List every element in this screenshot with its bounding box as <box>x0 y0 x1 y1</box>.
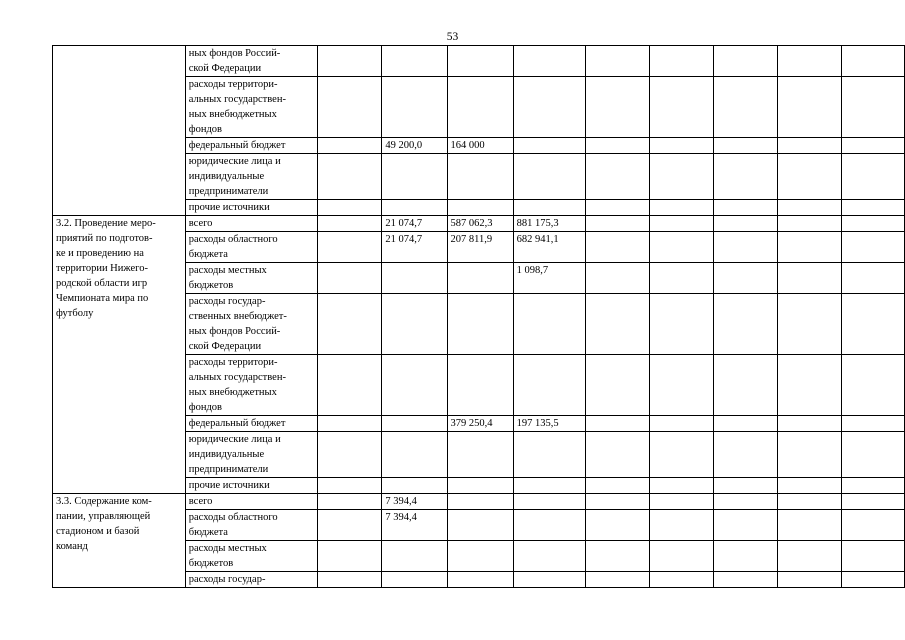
value-cell <box>513 46 586 77</box>
value-cell <box>447 432 513 478</box>
value-cell <box>841 46 904 77</box>
value-cell <box>513 200 586 216</box>
value-cell <box>318 263 382 294</box>
funding-source-cell: расходы государ- ственных внебюджет- ных фондов Россий- ской Федерации <box>185 294 317 355</box>
funding-source-cell: всего <box>185 494 317 510</box>
funding-source-cell: юридические лица и индивидуальные предприниматели <box>185 432 317 478</box>
value-cell <box>586 263 650 294</box>
value-cell <box>318 138 382 154</box>
funding-source-cell: расходы государ- <box>185 572 317 588</box>
value-cell <box>382 200 447 216</box>
value-cell <box>513 154 586 200</box>
event-cell: 3.2. Проведение меро- приятий по подготов- ке и проведению на территории Нижего- родской области игр Чемпионата мира по футболу <box>53 216 186 494</box>
funding-source-cell: расходы областного бюджета <box>185 232 317 263</box>
value-cell <box>778 494 841 510</box>
value-cell: 164 000 <box>447 138 513 154</box>
table-row <box>53 216 905 232</box>
value-cell <box>447 263 513 294</box>
value-cell <box>447 294 513 355</box>
value-cell <box>586 432 650 478</box>
funding-source-cell: расходы территори- альных государствен- ных внебюджетных фондов <box>185 77 317 138</box>
value-cell <box>382 154 447 200</box>
value-cell <box>713 541 777 572</box>
value-cell <box>778 572 841 588</box>
value-cell <box>318 216 382 232</box>
value-cell <box>318 46 382 77</box>
value-cell <box>513 77 586 138</box>
value-cell <box>841 216 904 232</box>
value-cell <box>382 46 447 77</box>
value-cell <box>382 416 447 432</box>
value-cell <box>778 200 841 216</box>
value-cell <box>841 355 904 416</box>
value-cell <box>650 138 713 154</box>
funding-source-cell: федеральный бюджет <box>185 138 317 154</box>
value-cell <box>650 154 713 200</box>
value-cell: 21 074,7 <box>382 232 447 263</box>
value-cell <box>318 478 382 494</box>
value-cell <box>513 510 586 541</box>
value-cell <box>713 416 777 432</box>
value-cell <box>778 510 841 541</box>
value-cell <box>318 416 382 432</box>
funding-source-cell: прочие источники <box>185 478 317 494</box>
value-cell <box>713 494 777 510</box>
value-cell <box>318 154 382 200</box>
value-cell <box>841 416 904 432</box>
value-cell <box>713 355 777 416</box>
value-cell <box>650 294 713 355</box>
value-cell <box>841 154 904 200</box>
value-cell <box>318 432 382 478</box>
event-cell: 3.3. Содержание ком- пании, управляющей стадионом и базой команд <box>53 494 186 588</box>
value-cell <box>382 432 447 478</box>
value-cell <box>778 154 841 200</box>
value-cell <box>713 77 777 138</box>
value-cell <box>778 416 841 432</box>
value-cell <box>513 494 586 510</box>
value-cell <box>841 232 904 263</box>
value-cell: 7 394,4 <box>382 510 447 541</box>
value-cell <box>586 77 650 138</box>
value-cell <box>778 294 841 355</box>
value-cell <box>447 510 513 541</box>
table-row <box>53 494 905 510</box>
funding-source-cell: федеральный бюджет <box>185 416 317 432</box>
value-cell <box>586 138 650 154</box>
value-cell <box>318 232 382 263</box>
value-cell <box>713 294 777 355</box>
value-cell <box>382 478 447 494</box>
value-cell <box>650 494 713 510</box>
funding-source-cell: расходы областного бюджета <box>185 510 317 541</box>
value-cell <box>650 510 713 541</box>
funding-table <box>52 45 905 588</box>
value-cell <box>382 355 447 416</box>
value-cell <box>318 572 382 588</box>
value-cell <box>713 510 777 541</box>
value-cell <box>713 572 777 588</box>
value-cell <box>447 572 513 588</box>
value-cell <box>713 232 777 263</box>
value-cell <box>382 294 447 355</box>
funding-source-cell: прочие источники <box>185 200 317 216</box>
value-cell <box>778 138 841 154</box>
value-cell <box>713 432 777 478</box>
value-cell <box>713 200 777 216</box>
funding-source-cell: ных фондов Россий- ской Федерации <box>185 46 317 77</box>
value-cell <box>447 46 513 77</box>
value-cell <box>713 263 777 294</box>
value-cell: 682 941,1 <box>513 232 586 263</box>
value-cell: 197 135,5 <box>513 416 586 432</box>
value-cell <box>778 46 841 77</box>
value-cell <box>586 46 650 77</box>
value-cell <box>778 432 841 478</box>
value-cell <box>447 154 513 200</box>
funding-source-cell: всего <box>185 216 317 232</box>
value-cell <box>513 355 586 416</box>
value-cell <box>513 432 586 478</box>
value-cell <box>713 138 777 154</box>
value-cell <box>841 432 904 478</box>
value-cell <box>586 154 650 200</box>
value-cell <box>841 138 904 154</box>
value-cell <box>447 541 513 572</box>
table-row <box>53 46 905 77</box>
value-cell <box>318 77 382 138</box>
value-cell <box>318 355 382 416</box>
value-cell: 587 062,3 <box>447 216 513 232</box>
value-cell <box>318 541 382 572</box>
value-cell <box>513 138 586 154</box>
table-body <box>53 46 905 588</box>
value-cell <box>650 77 713 138</box>
value-cell <box>447 494 513 510</box>
value-cell <box>318 510 382 541</box>
value-cell <box>713 46 777 77</box>
value-cell <box>841 494 904 510</box>
value-cell <box>650 416 713 432</box>
value-cell: 1 098,7 <box>513 263 586 294</box>
value-cell <box>778 263 841 294</box>
value-cell: 207 811,9 <box>447 232 513 263</box>
value-cell <box>318 294 382 355</box>
value-cell: 881 175,3 <box>513 216 586 232</box>
value-cell <box>841 77 904 138</box>
value-cell <box>778 216 841 232</box>
funding-source-cell: расходы территори- альных государствен- ных внебюджетных фондов <box>185 355 317 416</box>
value-cell <box>586 494 650 510</box>
value-cell: 49 200,0 <box>382 138 447 154</box>
value-cell <box>447 478 513 494</box>
value-cell <box>586 416 650 432</box>
value-cell <box>586 510 650 541</box>
value-cell <box>586 478 650 494</box>
value-cell <box>650 541 713 572</box>
value-cell <box>650 216 713 232</box>
value-cell <box>713 154 777 200</box>
value-cell <box>447 200 513 216</box>
value-cell <box>713 216 777 232</box>
value-cell <box>318 494 382 510</box>
page-number: 53 <box>446 31 459 43</box>
funding-source-cell: расходы местных бюджетов <box>185 541 317 572</box>
event-cell <box>53 46 186 216</box>
value-cell <box>382 541 447 572</box>
value-cell <box>650 46 713 77</box>
value-cell <box>586 294 650 355</box>
value-cell <box>841 263 904 294</box>
value-cell <box>513 478 586 494</box>
value-cell <box>841 200 904 216</box>
value-cell <box>513 572 586 588</box>
value-cell <box>778 232 841 263</box>
value-cell <box>650 432 713 478</box>
value-cell <box>447 355 513 416</box>
value-cell <box>382 77 447 138</box>
value-cell <box>650 200 713 216</box>
funding-source-cell: расходы местных бюджетов <box>185 263 317 294</box>
value-cell <box>447 77 513 138</box>
value-cell <box>650 572 713 588</box>
value-cell <box>778 478 841 494</box>
value-cell: 21 074,7 <box>382 216 447 232</box>
value-cell <box>586 541 650 572</box>
value-cell <box>586 216 650 232</box>
value-cell <box>650 478 713 494</box>
value-cell <box>382 572 447 588</box>
value-cell <box>650 263 713 294</box>
value-cell <box>586 355 650 416</box>
value-cell <box>841 294 904 355</box>
value-cell <box>778 77 841 138</box>
value-cell: 379 250,4 <box>447 416 513 432</box>
value-cell <box>713 478 777 494</box>
value-cell <box>778 355 841 416</box>
value-cell <box>513 294 586 355</box>
value-cell <box>382 263 447 294</box>
value-cell <box>778 541 841 572</box>
value-cell <box>650 232 713 263</box>
value-cell <box>841 510 904 541</box>
value-cell <box>841 541 904 572</box>
value-cell <box>318 200 382 216</box>
value-cell <box>586 200 650 216</box>
value-cell <box>841 478 904 494</box>
value-cell <box>650 355 713 416</box>
value-cell <box>586 232 650 263</box>
funding-source-cell: юридические лица и индивидуальные предприниматели <box>185 154 317 200</box>
value-cell: 7 394,4 <box>382 494 447 510</box>
value-cell <box>513 541 586 572</box>
value-cell <box>586 572 650 588</box>
value-cell <box>841 572 904 588</box>
